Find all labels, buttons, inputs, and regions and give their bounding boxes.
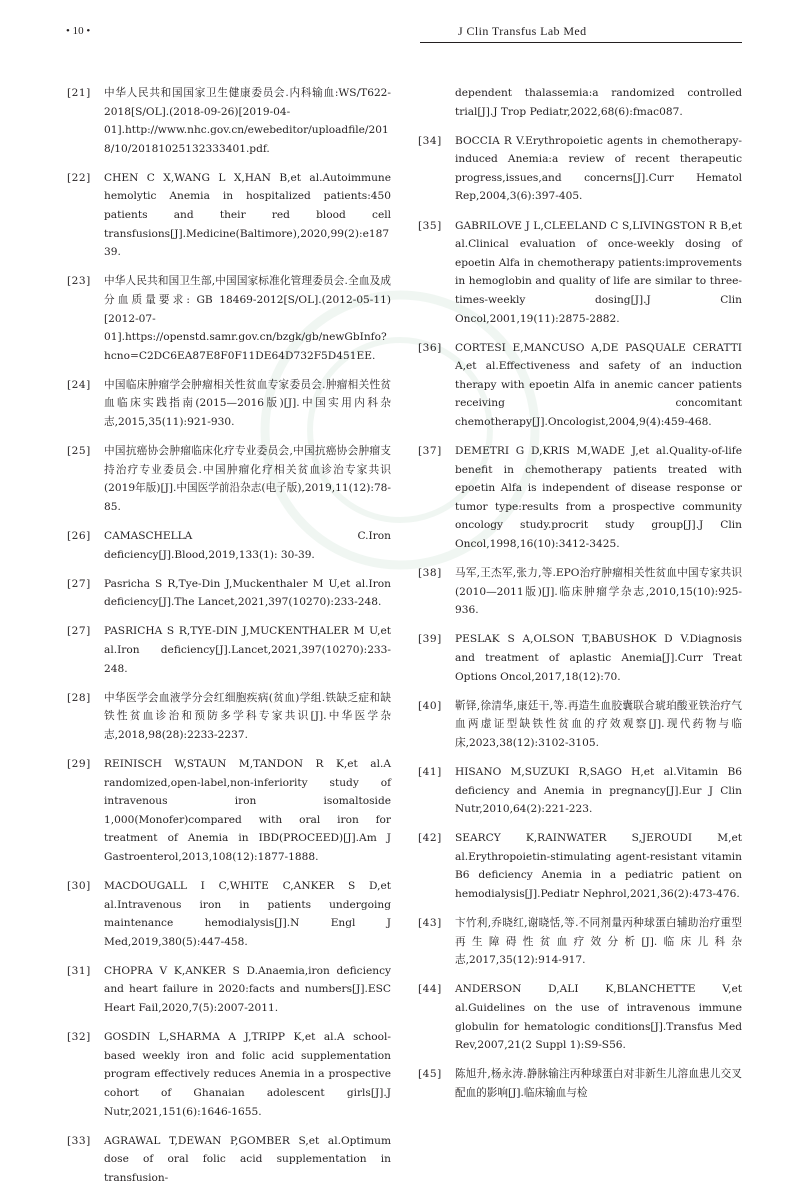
- reference-number: [34]: [418, 134, 442, 147]
- reference-item: [418, 630, 742, 686]
- reference-text: 中华医学会血液学分会红细胞疾病(贫血)学组.铁缺乏症和缺铁性贫血诊治和预防多学科专家共识[J].中华医学杂志,2018,98(28):2233-2237.: [104, 691, 391, 741]
- reference-number: [21]: [67, 87, 91, 99]
- reference-item: [67, 1132, 391, 1188]
- reference-number: [37]: [418, 445, 442, 458]
- reference-number: [38]: [418, 567, 442, 580]
- reference-number: [43]: [418, 917, 442, 930]
- reference-item: [418, 697, 742, 753]
- references-left-column: [67, 84, 391, 1198]
- reference-number: [27]: [67, 577, 91, 590]
- reference-number: [45]: [418, 1068, 442, 1081]
- reference-item: [418, 829, 742, 903]
- reference-text: 中华人民共和国卫生部,中国国家标准化管理委员会.全血及成分血质量要求: GB 18469-2012[S/OL].(2012-05-11)[2012-07-01].https://openstd.samr.gov.cn/bzgk/gb/newGbInfo?hcno=C2DC6EA87E8F0F11DE64D732F5D451EE.: [104, 275, 391, 362]
- reference-number: [22]: [67, 171, 91, 184]
- reference-item: [67, 877, 391, 951]
- reference-number: [23]: [67, 275, 91, 288]
- reference-item: [418, 564, 742, 620]
- reference-text: 中华人民共和国国家卫生健康委员会.内科输血:WS/T622-2018[S/OL].(2018-09-26)[2019-04-01].http://www.nhc.gov.cn/ewebeditor/uploadfile/2018/10/20181025132333401.pdf.: [104, 87, 391, 155]
- reference-text: 马军,王杰军,张力,等.EPO治疗肿瘤相关性贫血中国专家共识(2010—2011版)[J].临床肿瘤学杂志,2010,15(10):925-936.: [455, 567, 742, 617]
- reference-item: [67, 527, 391, 564]
- reference-item: [67, 755, 391, 867]
- reference-continuation: [418, 84, 742, 121]
- reference-number: [24]: [67, 378, 91, 391]
- reference-text: dependent thalassemia:a randomized controlled trial[J].J Trop Pediatr,2022,68(6):fmac087.: [455, 87, 742, 118]
- reference-item: [67, 272, 391, 365]
- reference-item: [418, 217, 742, 329]
- reference-text: REINISCH W,STAUN M,TANDON R K,et al.A randomized,open-label,non-inferiority study of intravenous iron isomaltoside 1,000(Monofer)compared with oral iron for treatment of Anemia in IBD(PROCEED)[J].Am J Gastroenterol,2013,108(12):1877-1888.: [104, 757, 391, 863]
- reference-number: [42]: [418, 832, 442, 845]
- reference-number: [27]: [67, 625, 91, 638]
- reference-number: [31]: [67, 964, 91, 977]
- reference-number: [44]: [418, 983, 442, 996]
- reference-number: [29]: [67, 757, 91, 770]
- reference-item: [418, 763, 742, 819]
- reference-item: [418, 1065, 742, 1102]
- reference-item: [67, 962, 391, 1018]
- reference-number: [36]: [418, 341, 442, 354]
- reference-item: [67, 689, 391, 745]
- reference-item: [418, 132, 742, 206]
- reference-text: 中国临床肿瘤学会肿瘤相关性贫血专家委员会.肿瘤相关性贫血临床实践指南(2015—2016版)[J].中国实用内科杂志,2015,35(11):921-930.: [104, 378, 391, 428]
- reference-number: [32]: [67, 1031, 91, 1044]
- reference-item: [67, 84, 391, 158]
- reference-number: [39]: [418, 633, 442, 646]
- reference-item: [418, 442, 742, 554]
- page-number: • 10 •: [66, 25, 91, 37]
- reference-number: [33]: [67, 1134, 91, 1147]
- reference-text: AGRAWAL T,DEWAN P,GOMBER S,et al.Optimum dose of oral folic acid supplementation in transfusion-: [104, 1134, 391, 1184]
- reference-text: CHEN C X,WANG L X,HAN B,et al.Autoimmune hemolytic Anemia in hospitalized patients:450 patients and their red blood cell transfusions[J].Medicine(Baltimore),2020,99(2):e18739.: [104, 171, 391, 259]
- reference-text: HISANO M,SUZUKI R,SAGO H,et al.Vitamin B6 deficiency and Anemia in pregnancy[J].Eur J Clin Nutr,2010,64(2):221-223.: [455, 766, 742, 816]
- reference-number: [40]: [418, 699, 442, 712]
- reference-text: 中国抗癌协会肿瘤临床化疗专业委员会,中国抗癌协会肿瘤支持治疗专业委员会.中国肿瘤化疗相关贫血诊治专家共识(2019年版)[J].中国医学前沿杂志(电子版),2019,11(12):78-85.: [104, 445, 391, 513]
- reference-text: CORTESI E,MANCUSO A,DE PASQUALE CERATTI A,et al.Effectiveness and safety of an induction therapy with epoetin Alfa in anemic cancer patients receiving concomitant chemotherapy[J].Oncologist,2004,9(4):459-468.: [455, 341, 742, 428]
- reference-text: GABRILOVE J L,CLEELAND C S,LIVINGSTON R B,et al.Clinical evaluation of once-weekly dosing of epoetin Alfa in chemotherapy patients:improvements in hemoglobin and quality of life are similar to three-times-weekly dosing[J].J Clin Oncol,2001,19(11):2875-2882.: [455, 219, 742, 325]
- reference-number: [26]: [67, 529, 91, 542]
- reference-item: [418, 339, 742, 432]
- journal-title: J Clin Transfus Lab Med: [458, 24, 587, 38]
- reference-item: [67, 169, 391, 262]
- reference-item: [67, 376, 391, 432]
- reference-item: [418, 980, 742, 1054]
- reference-number: [28]: [67, 691, 91, 704]
- reference-number: [25]: [67, 445, 91, 458]
- references-right-column: [418, 84, 742, 1113]
- reference-text: SEARCY K,RAINWATER S,JEROUDI M,et al.Erythropoietin-stimulating agent-resistant vitamin B6 deficiency Anemia in a pediatric patient on hemodialysis[J].Pediatr Nephrol,2021,36(2):473-476.: [455, 832, 742, 901]
- reference-text: DEMETRI G D,KRIS M,WADE J,et al.Quality-of-life benefit in chemotherapy patients treated with epoetin Alfa is independent of disease response or tumor type:results from a prospective community oncology study.procrit study group[J].J Clin Oncol,1998,16(10):3412-3425.: [455, 445, 742, 551]
- reference-text: Pasricha S R,Tye-Din J,Muckenthaler M U,et al.Iron deficiency[J].The Lancet,2021,397(10270):233-248.: [104, 577, 391, 609]
- reference-text: 靳铎,徐清华,康廷干,等.再造生血胶囊联合琥珀酸亚铁治疗气血两虚证型缺铁性贫血的疗效观察[J].现代药物与临床,2023,38(12):3102-3105.: [455, 699, 742, 749]
- reference-text: 陈旭升,杨永涛.静脉输注丙种球蛋白对非新生儿溶血患儿交叉配血的影响[J].临床输血与检: [455, 1068, 742, 1099]
- reference-text: 卞竹利,乔晓红,谢晓恬,等.不同剂量丙种球蛋白辅助治疗重型再生障碍性贫血疗效分析[J].临床儿科杂志,2017,35(12):914-917.: [455, 917, 742, 967]
- reference-item: [418, 914, 742, 970]
- reference-text: PASRICHA S R,TYE-DIN J,MUCKENTHALER M U,et al.Iron deficiency[J].Lancet,2021,397(10270):233-248.: [104, 625, 391, 675]
- header-rule: [420, 42, 742, 43]
- reference-item: [67, 1028, 391, 1121]
- reference-number: [35]: [418, 219, 442, 232]
- reference-item: [67, 575, 391, 612]
- reference-text: CHOPRA V K,ANKER S D.Anaemia,iron deficiency and heart failure in 2020:facts and numbers[J].ESC Heart Fail,2020,7(5):2007-2011.: [104, 964, 391, 1015]
- reference-text: MACDOUGALL I C,WHITE C,ANKER S D,et al.Intravenous iron in patients undergoing maintenance hemodialysis[J].N Engl J Med,2019,380(5):447-458.: [104, 879, 391, 948]
- page-header: [0, 20, 800, 50]
- reference-item: [67, 442, 391, 516]
- reference-text: CAMASCHELLA C.Iron deficiency[J].Blood,2019,133(1): 30-39.: [104, 529, 391, 561]
- reference-text: ANDERSON D,ALI K,BLANCHETTE V,et al.Guidelines on the use of intravenous immune globulin for hematologic conditions[J].Transfus Med Rev,2007,21(2 Suppl 1):S9-S56.: [455, 983, 742, 1052]
- reference-item: [67, 622, 391, 678]
- reference-number: [41]: [418, 766, 442, 778]
- reference-text: GOSDIN L,SHARMA A J,TRIPP K,et al.A school-based weekly iron and folic acid supplementation program effectively reduces Anemia in a prospective cohort of Ghanaian adolescent girls[J].J Nutr,2021,151(6):1646-1655.: [104, 1031, 391, 1118]
- reference-text: PESLAK S A,OLSON T,BABUSHOK D V.Diagnosis and treatment of aplastic Anemia[J].Curr Treat Options Oncol,2017,18(12):70.: [455, 633, 742, 683]
- reference-text: BOCCIA R V.Erythropoietic agents in chemotherapy-induced Anemia:a review of recent therapeutic progress,issues,and concerns[J].Curr Hematol Rep,2004,3(6):397-405.: [455, 134, 742, 203]
- reference-number: [30]: [67, 879, 91, 892]
